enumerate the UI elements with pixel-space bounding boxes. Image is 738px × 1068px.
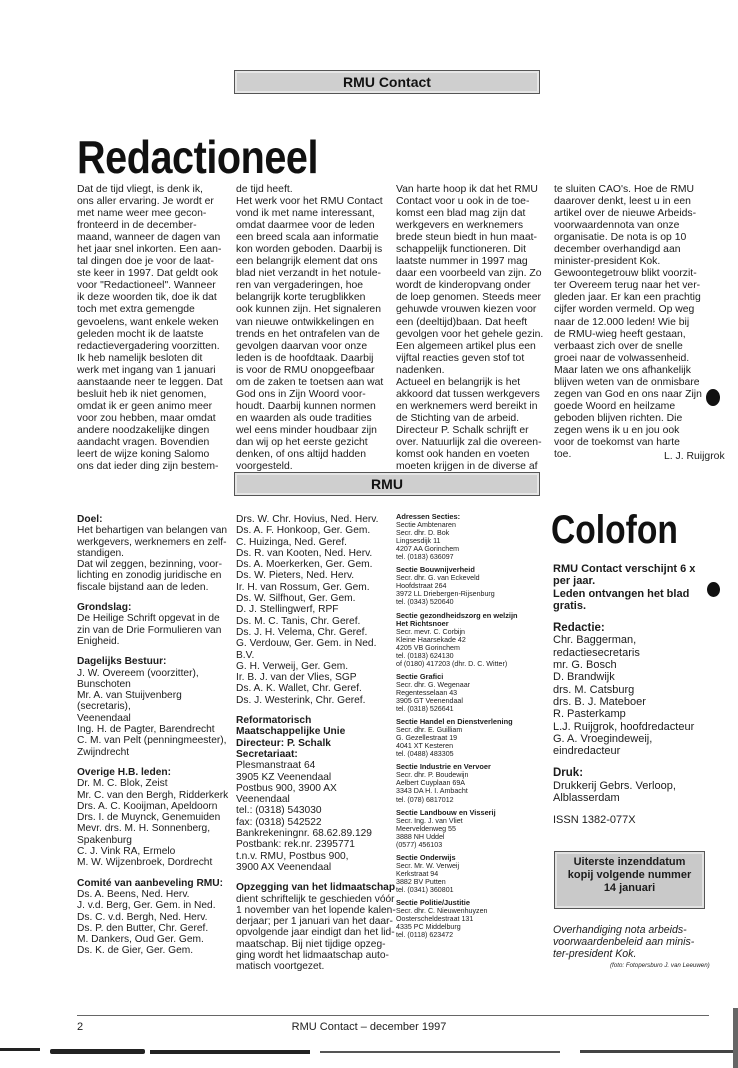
info-block-heading: Grondslag: — [77, 602, 132, 614]
scan-artifact — [0, 1048, 40, 1051]
redactie-heading: Redactie: — [553, 622, 605, 635]
page-number: 2 — [77, 1021, 84, 1033]
section-address-text: Sectie Ambtenaren Secr. dhr. D. Bok Lingsesdijk 11 4207 AA Gorinchem tel. (0183) 636097 — [396, 521, 460, 562]
info-block-heading: Comité van aanbeveling RMU: — [77, 877, 224, 889]
info-block-text: Dr. M. C. Blok, Zeist Mr. C. van den Bergh, Ridderkerk Drs. A. C. Kooijman, Apeldoorn Drs. I. de Muynck, Genemuiden Mevr. drs. M. H. Sonnenberg, Spakenburg C. J. Vink RA, Ermelo M. W. Wijzenbroek, Dordrecht — [77, 778, 229, 869]
section-address-text: Secr. Mr. W. Verweij Kerkstraat 94 3882 BV Putten tel. (0341) 360801 — [396, 861, 460, 894]
info-block-text: Plesmanstraat 64 3905 KZ Veenendaal Postbus 900, 3900 AX Veenendaal tel.: (0318) 543030 fax: (0318) 542522 Bankrekeningnr. 68.62.89.129 Postbank: rek.nr. 2395771 t.n.v. RMU, Postbus 900, 3900 AX Veenendaal — [236, 760, 372, 873]
sections-address-column — [396, 513, 518, 944]
issn-number: ISSN 1382-077X — [553, 814, 636, 827]
editorial-column-1: Dat de tijd vliegt, is denk ik, ons aller ervaring. Je wordt er met name weer mee gecon- fronteerd in de december- maand, wanneer de dagen van het jaar snel inkorten. Een aan- tal dingen doe je voor de laat- ste keer in 1997. Dat geldt ook voor "Redactioneel". Wanneer ik deze woorden tik, doe ik dat toch met extra gemengde gevoelens, want enkele weken geleden mocht ik de laatste redactievergadering voorzitten. Ik heb namelijk besloten dit werk met ingang van 1 januari aanstaande neer te leggen. Dat besluit heb ik niet genomen, omdat ik er geen animo meer voor zou hebben, maar omdat andere noodzakelijke dingen aandacht vragen. Bovendien leert de wijze koning Salomo ons dat ieder ding zijn bestem- — [77, 184, 223, 473]
scan-artifact — [320, 1051, 560, 1053]
editorial-column-2: de tijd heeft. Het werk voor het RMU Contact vond ik met name interessant, omdat daarmee voor de leden een breed scala aan informatie kon worden geboden. Daarbij is een belangrijk element dat ons blad niet verzandt in het notule- ren van vergaderingen, hoe belangrijk korte terugblikken ook kunnen zijn. Het signaleren van nieuwe ontwikkelingen en trends en het ontrafelen van de gevolgen daarvan voor onze leden is de hoofdtaak. Daarbij is voor de RMU onopgeefbaar om de zaken te toetsen aan wat God ons in Zijn Woord voor- houdt. Daarbij kunnen normen en waarden als oude tradities wel eens minder houdbaar zijn dan wij op het eerste gezicht denken, of ons altijd hadden voorgesteld. — [236, 184, 384, 473]
section-address-heading: Sectie Onderwijs — [396, 852, 456, 862]
redactie-list: Chr. Baggerman, redactiesecretaris mr. G. Bosch D. Brandwijk drs. M. Catsburg drs. B. J. Mateboer R. Pasterkamp L.J. Ruijgrok, hoofdredacteur G. A. Vroegindeweij, eindredacteur — [553, 634, 695, 758]
section-address-heading: Sectie Handel en Dienstverlening — [396, 717, 513, 727]
section-address-text: Secr. dhr. E. Guilliam G. Gezellestraat 19 4041 XT Kesteren tel. (0488) 483305 — [396, 726, 463, 759]
colofon-title: Colofon — [551, 508, 678, 552]
info-block-heading: Opzegging van het lidmaatschap — [236, 882, 396, 894]
section-address-heading: Sectie Bouwnijverheid — [396, 565, 475, 575]
scan-artifact — [150, 1050, 310, 1054]
section-address-heading: Sectie Politie/Justitie — [396, 898, 470, 908]
info-block-text: Drs. W. Chr. Hovius, Ned. Herv. Ds. A. F. Honkoop, Ger. Gem. C. Huizinga, Ned. Geref. Ds. R. van Kooten, Ned. Herv. Ds. A. Moerkerken, Ger. Gem. Ds. W. Pieters, Ned. Herv. Ir. H. van Rossum, Ger. Gem. Ds. W. Silfhout, Ger. Gem. D. J. Stellingwerf, RPF Ds. M. C. Tanis, Chr. Geref. Ds. J. H. Velema, Chr. Geref. G. Verdouw, Ger. Gem. in Ned. B.V. G. H. Verweij, Ger. Gem. Ir. B. J. van der Vlies, SGP Ds. A. K. Wallet, Chr. Geref. Ds. J. Westerink, Chr. Geref. — [236, 514, 379, 706]
scan-artifact — [733, 1008, 738, 1068]
info-block-text: Ds. A. Beens, Ned. Herv. J. v.d. Berg, Ger. Gem. in Ned. Ds. C. v.d. Bergh, Ned. Herv. Ds. P. den Butter, Chr. Geref. M. Dankers, Oud Ger. Gem. Ds. K. de Gier, Ger. Gem. — [77, 888, 216, 957]
section-address-text: Secr. mevr. C. Corbijn Kleine Haarsekade 42 4205 VB Gorinchem tel. (0183) 624130 of (0180) 417203 (dhr. D. C. Witter) — [396, 627, 508, 668]
scan-artifact — [50, 1049, 145, 1054]
section-address-heading: Sectie Grafici — [396, 671, 444, 681]
info-block-text: Het behartigen van belangen van werkgevers, werknemers en zelf- standigen. Dat wil zeggen, bezinning, voor- lichting en zonodig juridische en fiscale bijstand aan de leden. — [77, 525, 228, 593]
section-address-heading: Sectie gezondheidszorg en welzijn Het Richtsnoer — [396, 610, 518, 628]
page-title: Redactioneel — [77, 131, 319, 183]
info-block-text: De Heilige Schrift opgevat in de zin van de Drie Formulieren van Enigheid. — [77, 613, 222, 647]
info-column-2 — [236, 514, 396, 982]
photo-credit: (foto: Fotopersburo J. van Leeuwen) — [610, 962, 710, 969]
info-block-heading: Doel: — [77, 514, 103, 525]
section-address-text: Secr. dhr. C. Nieuwenhuyzen Oosterscheldestraat 131 4335 PC Middelburg tel. (0118) 623472 — [396, 907, 488, 940]
info-column-1 — [77, 514, 228, 966]
header-band: RMU Contact — [234, 70, 540, 94]
footer-text: RMU Contact – december 1997 — [291, 1021, 447, 1033]
photo-caption: Overhandiging nota arbeids- voorwaardenbeleid aan minis- ter-president Kok. — [553, 924, 695, 960]
editorial-column-4: te sluiten CAO's. Hoe de RMU daarover denkt, leest u in een artikel over de nieuwe Arbeids- voorwaardennota van onze organisatie. De nota is op 10 december overhandigd aan minister-president Kok. Gewoontegetrouw blikt voorzit- ter Overeem terug naar het ver- gleden jaar. Er kan een prachtig cijfer worden vermeld. Op weg naar de 12.000 leden! Wie bij de RMU-wieg heeft gestaan, verbaast zich over de snelle groei naar de volwassenheid. Maar laten we ons afhankelijk blijven weten van de onmisbare zegen van God en ons naar Zijn goede Woord en heilzame geboden blijven richten. Die zegen wens ik u en jou ook voor de toekomst van harte toe. — [554, 184, 702, 461]
info-block-heading: Dagelijks Bestuur: — [77, 656, 167, 668]
scan-artifact — [580, 1050, 738, 1053]
info-block-text: dient schriftelijk te geschieden vóór 1 november van het lopende kalen- derjaar; per 1 januari van het daar- opvolgende jaar eindigt dan het lid- maatschap. Bij niet tijdige opzeg- ging wordt het lidmaatschap auto- matisch voortgezet. — [236, 893, 396, 973]
druk-heading: Druk: — [553, 767, 584, 780]
editorial-column-3: Van harte hoop ik dat het RMU Contact voor u ook in de toe- komst een blad mag zijn dat werkgevers en werknemers brede steun biedt in hun maat- schappelijk functioneren. Dit laatste nummer in 1997 mag daar een voorbeeld van zijn. Zo wordt de kinderopvang onder de loep genomen. Steeds meer gehuwde vrouwen kiezen voor een (deeltijd)baan. Dat heeft gevolgen voor het gehele gezin. Een algemeen artikel plus een vijftal reacties geven stof tot nadenken. Actueel en belangrijk is het akkoord dat tussen werkgevers en werknemers werd bereikt in de Stichting van de arbeid. Directeur P. Schalk schrijft er over. Natuurlijk zal die overeen- komst ook handen en voeten moeten krijgen in de diverse af — [396, 184, 544, 473]
info-block-heading: Overige H.B. leden: — [77, 766, 171, 778]
druk-text: Drukkerij Gebrs. Verloop, Alblasserdam — [553, 779, 676, 805]
section-address-text: Secr. dhr. P. Boudewijn Aelbert Cuyplaan 69A 3343 DA H. I. Ambacht tel. (078) 6817012 — [396, 771, 469, 804]
section-address-text: Secr. dhr. G. Wegenaar Regentesselaan 43 3905 GT Veenendaal tel. (0318) 526641 — [396, 680, 470, 714]
section-address-heading: Sectie Landbouw en Visserij — [396, 807, 496, 817]
section-address-heading: Sectie Industrie en Vervoer — [396, 762, 491, 772]
section-address-heading: Adressen Secties: — [396, 512, 461, 521]
info-block-text: J. W. Overeem (voorzitter), Bunschoten Mr. A. van Stuijvenberg (secretaris), Veenendaal Ing. H. de Pagter, Barendrecht C. M. van Pelt (penningmeester), Zwijndrecht — [77, 667, 227, 758]
editorial-signature: L. J. Ruijgrok — [664, 451, 725, 462]
ink-blot — [706, 389, 720, 406]
section-address-text: Secr. dhr. G. van Eckeveld Hoofdstraat 264 3972 LL Driebergen-Rijsenburg tel. (0343) 520640 — [396, 574, 495, 607]
info-block-heading: Reformatorisch Maatschappelijke Unie Directeur: P. Schalk Secretariaat: — [236, 715, 346, 760]
colofon-column — [553, 563, 695, 827]
ink-blot — [707, 582, 720, 597]
colofon-intro: RMU Contact verschijnt 6 x per jaar. Leden ontvangen het blad gratis. — [553, 563, 696, 612]
rmu-band: RMU — [234, 472, 540, 496]
footer-divider — [77, 1015, 709, 1016]
deadline-box: Uiterste inzenddatum kopij volgende nummer 14 januari — [554, 851, 705, 909]
section-address-text: Secr. Ing. J. van Vliet Meerveldenweg 55 3888 NH Uddel (0577) 456103 — [396, 816, 463, 849]
